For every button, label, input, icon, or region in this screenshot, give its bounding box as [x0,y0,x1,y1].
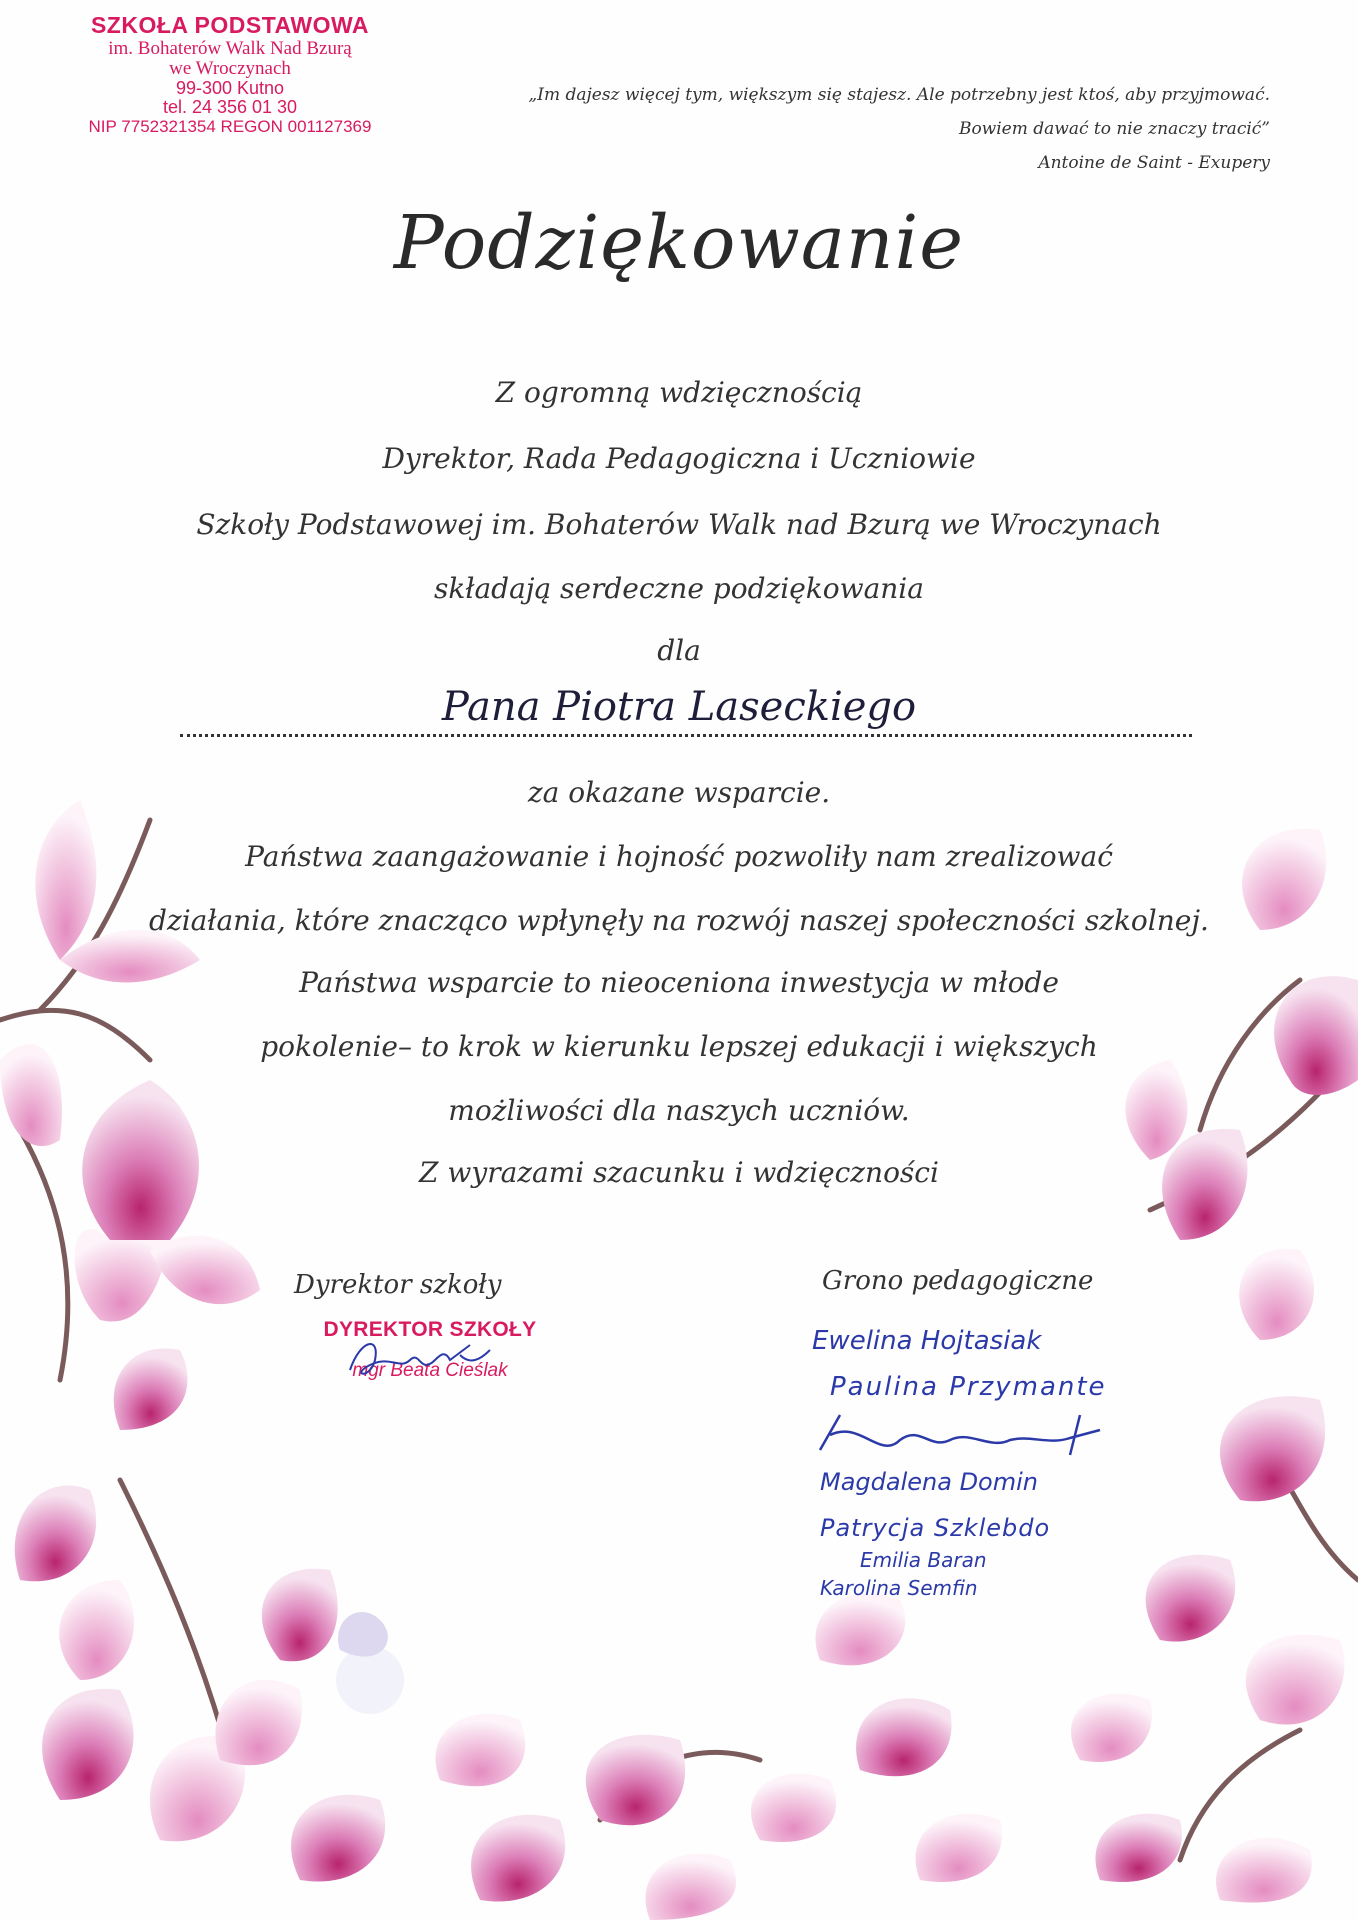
message-line-4: Państwa wsparcie to nieoceniona inwestycja w młode [299,966,1059,999]
stamp-postal: 99-300 Kutno [175,78,285,98]
message-line-7: Z wyrazami szacunku i wdzięczności [419,1156,939,1189]
teachers-signatures [800,1310,1180,1610]
signature-scribble [800,1410,1130,1470]
intro-line-3: Szkoły Podstawowej im. Bohaterów Walk nad Bzurą we Wroczynach [196,508,1162,541]
signature-2: Paulina Przymante [830,1372,1107,1402]
message-line-6: możliwości dla naszych uczniów. [448,1094,910,1127]
director-stamp-title: DYREKTOR SZKOŁY [323,1318,537,1341]
intro-line-4: składają serdeczne podziękowania [434,572,924,605]
signature-4: Patrycja Szklebdo [820,1514,1051,1542]
message-line-5: pokolenie– to krok w kierunku lepszej edukacji i większych [260,1030,1098,1063]
quote-line-2: Bowiem dawać to nie znaczy tracić” [958,119,1270,139]
stamp-nip-regon: NIP 7752321354 REGON 001127369 [88,117,372,136]
stamp-patron: im. Bohaterów Walk Nad Bzurą [108,38,352,59]
intro-line-2: Dyrektor, Rada Pedagogiczna i Uczniowie [382,442,976,475]
quote-line-1: „Im dajesz więcej tym, większym się stajesz. Ale potrzebny jest ktoś, aby przyjmować. [528,85,1270,105]
director-label: Dyrektor szkoły [294,1270,502,1300]
stamp-phone: tel. 24 356 01 30 [162,97,298,117]
quote-author: Antoine de Saint - Exupery [1038,153,1270,173]
recipient-dotted-line [180,734,1192,737]
director-stamp-name: mgr Beata Cieślak [352,1360,508,1381]
message-line-1: za okazane wsparcie. [527,776,831,809]
stamp-location: we Wroczynach [169,58,291,79]
epigraph-quote [450,78,1270,180]
stamp-school-name: SZKOŁA PODSTAWOWA [90,12,370,38]
intro-line-5: dla [657,634,701,667]
signature-6: Karolina Semfin [820,1576,978,1600]
message-line-3: działania, które znacząco wpłynęły na rozwój naszej społeczności szkolnej. [149,904,1209,937]
signature-1: Ewelina Hojtasiak [812,1326,1042,1356]
director-signature [340,1330,500,1390]
message-line-2: Państwa zaangażowanie i hojność pozwoliły nam zrealizować [245,840,1113,873]
signature-3: Magdalena Domin [820,1468,1038,1496]
school-stamp [40,12,420,137]
teachers-label: Grono pedagogiczne [822,1266,1094,1296]
intro-line-1: Z ogromną wdzięcznością [495,376,863,409]
recipient-name: Pana Piotra Laseckiego [441,684,917,730]
signature-5: Emilia Baran [860,1548,987,1572]
certificate-title: Podziękowanie [393,200,965,286]
